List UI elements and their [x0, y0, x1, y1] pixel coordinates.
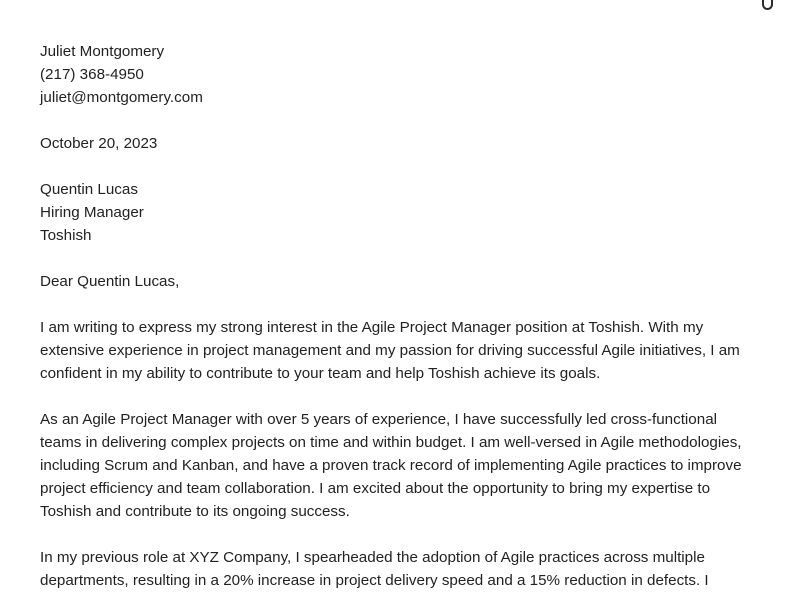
recipient-name: Quentin Lucas — [40, 181, 138, 198]
sender-email: juliet@montgomery.com — [40, 89, 203, 106]
cover-letter — [40, 40, 770, 615]
paragraph-line: As an Agile Project Manager with over 5 years of experience, I have successfully led cross-functional — [40, 411, 718, 428]
sender-name: Juliet Montgomery — [40, 43, 165, 60]
paragraph-line: including Scrum and Kanban, and have a proven track record of implementing Agile practices to improve — [40, 457, 742, 474]
paragraph-intro — [40, 316, 770, 385]
paragraph-line: Toshish and contribute to its ongoing success. — [40, 503, 350, 520]
recipient-block — [40, 178, 770, 247]
letter-date: October 20, 2023 — [40, 135, 158, 152]
sender-phone: (217) 368-4950 — [40, 66, 144, 83]
recipient-company: Toshish — [40, 227, 92, 244]
partial-cropped-icon — [762, 0, 773, 10]
paragraph-line: confident in my ability to contribute to your team and help Toshish achieve its goals. — [40, 365, 601, 382]
paragraph-line: teams in delivering complex projects on time and within budget. I am well-versed in Agile methodologies, — [40, 434, 742, 451]
paragraph-line: departments, resulting in a 20% increase in project delivery speed and a 15% reduction in defects. I — [40, 572, 709, 589]
paragraph-line: project efficiency and team collaboration. I am excited about the opportunity to bring my expertise to — [40, 480, 711, 497]
salutation-block — [40, 270, 770, 293]
paragraph-line: I am writing to express my strong interest in the Agile Project Manager position at Toshish. With my — [40, 319, 704, 336]
paragraph-line: In my previous role at XYZ Company, I spearheaded the adoption of Agile practices across multiple — [40, 549, 705, 566]
paragraph-experience — [40, 408, 770, 523]
date-block — [40, 132, 770, 155]
paragraph-previous-role — [40, 546, 770, 592]
recipient-title: Hiring Manager — [40, 204, 144, 221]
paragraph-line: extensive experience in project management and my passion for driving successful Agile initiatives, I am — [40, 342, 740, 359]
salutation: Dear Quentin Lucas, — [40, 273, 180, 290]
sender-block — [40, 40, 770, 109]
